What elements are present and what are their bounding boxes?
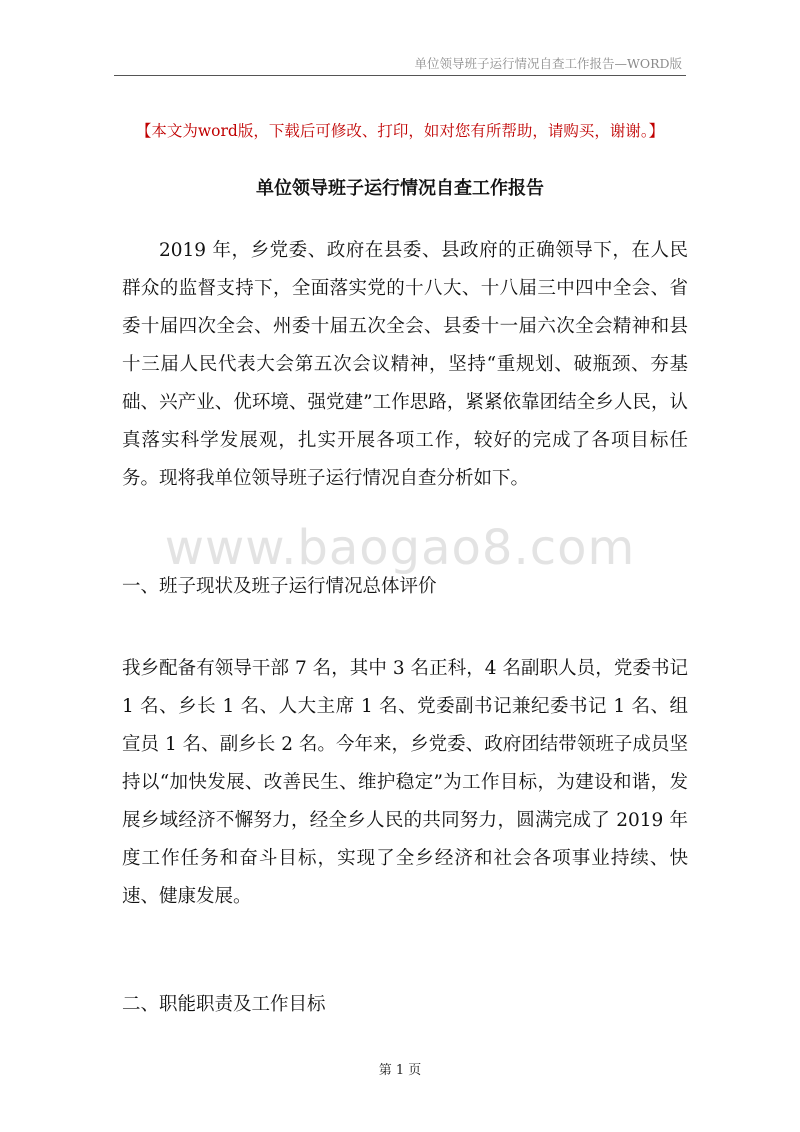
watermark: www.baogao8.com xyxy=(164,520,636,576)
page-number: 第 1 页 xyxy=(378,1063,422,1078)
running-header: 单位领导班子运行情况自查工作报告—WORD版 xyxy=(414,56,682,71)
purchase-notice: 【本文为word版，下载后可修改、打印，如对您有所帮助，请购买，谢谢。】 xyxy=(135,122,665,140)
section1-paragraph: 我乡配备有领导干部 7 名，其中 3 名正科，4 名副职人员，党委书记 1 名、乡长 1 名、人大主席 1 名、党委副书记兼纪委书记 1 名、组宣员 1 名、副乡长 2 名。今年来，乡党委、政府团结带领班子成员坚持以“加快发展、改善民生、维护稳定”为工作目标，为建设和谐，发展乡域经济不懈努力，经全乡人民的共同努力，圆满完成了 2019 年度工作任务和奋斗目标，实现了全乡经济和社会各项事业持续、快速、健康发展。 xyxy=(122,658,688,907)
header-divider xyxy=(114,75,686,76)
section-heading-1: 一、班子现状及班子运行情况总体评价 xyxy=(122,576,437,597)
section-heading-2: 二、职能职责及工作目标 xyxy=(122,994,326,1015)
intro-paragraph: 2019 年，乡党委、政府在县委、县政府的正确领导下，在人民群众的监督支持下，全面落实党的十八大、十八届三中四中全会、省委十届四次全会、州委十届五次全会、县委十一届六次全会精神和县十三届人民代表大会第五次会议精神，坚持“重规划、破瓶颈、夯基础、兴产业、优环境、强党建”工作思路，紧紧依靠团结全乡人民，认真落实科学发展观，扎实开展各项工作，较好的完成了各项目标任务。现将我单位领导班子运行情况自查分析如下。 xyxy=(122,240,688,489)
document-title: 单位领导班子运行情况自查工作报告 xyxy=(256,178,544,199)
